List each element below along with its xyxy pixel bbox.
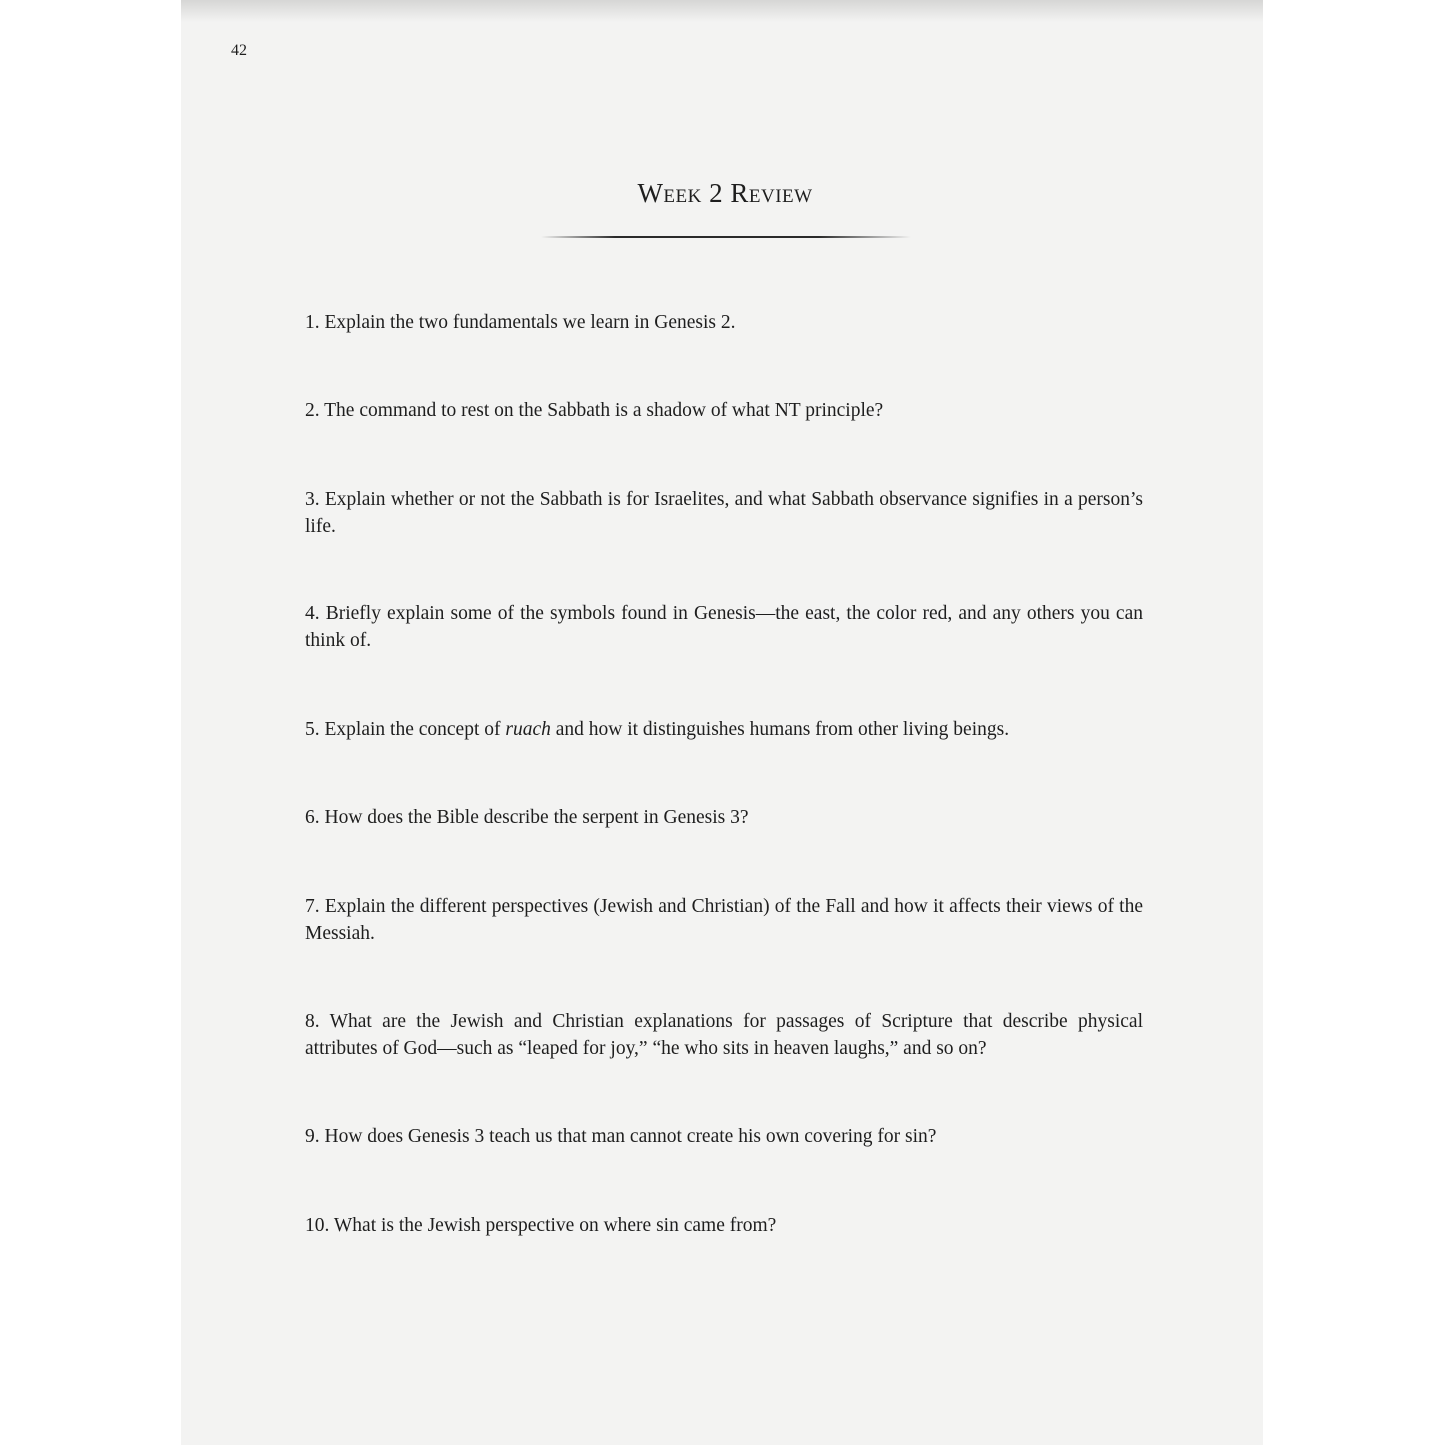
review-question-7: 7. Explain the different perspectives (Jewish and Christian) of the Fall and how it affects their views of the Messiah. [305, 896, 1143, 944]
title-divider [541, 236, 911, 238]
review-question-8: 8. What are the Jewish and Christian explanations for passages of Scripture that describe physical attributes of God—such as “leaped for joy,” “he who sits in heaven laughs,” and so on? [305, 1011, 1143, 1059]
page-top-shadow [181, 0, 1263, 22]
review-question-1: 1. Explain the two fundamentals we learn in Genesis 2. [305, 312, 736, 333]
question-5-lead: 5. Explain the concept of [305, 719, 506, 740]
page-title: Week 2 Review [637, 178, 813, 208]
review-question-9: 9. How does Genesis 3 teach us that man cannot create his own covering for sin? [305, 1126, 937, 1147]
review-question-5 [305, 716, 1143, 743]
review-question-3: 3. Explain whether or not the Sabbath is for Israelites, and what Sabbath observance signifies in a person’s life. [305, 489, 1143, 537]
review-question-2: 2. The command to rest on the Sabbath is a shadow of what NT principle? [305, 400, 884, 421]
ruach-term: ruach [505, 719, 551, 740]
question-5-tail: and how it distinguishes humans from other living beings. [550, 719, 1010, 740]
review-question-4: 4. Briefly explain some of the symbols found in Genesis—the east, the color red, and any others you can think of. [305, 603, 1143, 651]
review-question-10: 10. What is the Jewish perspective on where sin came from? [305, 1215, 777, 1236]
review-question-6: 6. How does the Bible describe the serpent in Genesis 3? [305, 807, 749, 828]
page-number: 42 [231, 42, 247, 59]
book-page [181, 0, 1263, 1445]
